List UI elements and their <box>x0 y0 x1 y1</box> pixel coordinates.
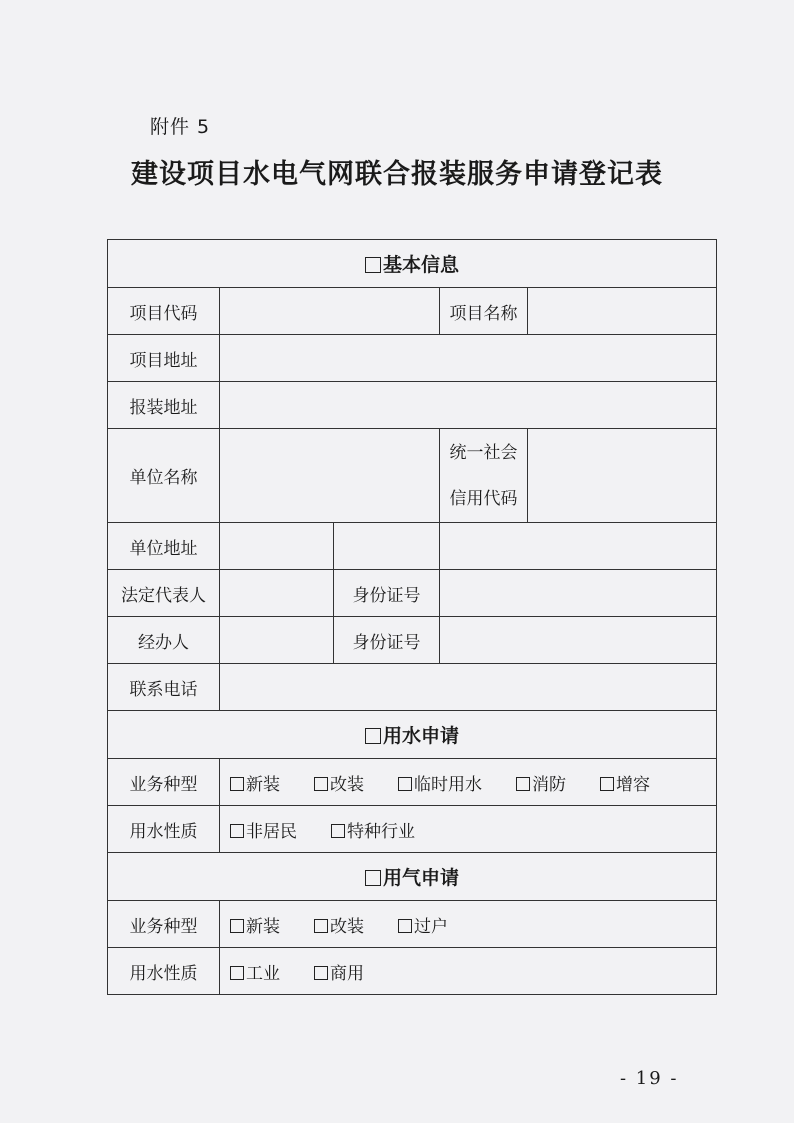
field-project-address[interactable] <box>220 335 717 382</box>
checkbox-icon[interactable] <box>516 777 530 791</box>
label-water-business-type: 业务种型 <box>108 759 220 806</box>
label-credit-code: 统一社会 信用代码 <box>440 429 528 523</box>
checkbox-icon[interactable] <box>314 777 328 791</box>
page-number: - 19 - <box>620 1068 679 1089</box>
checkbox-icon[interactable] <box>230 824 244 838</box>
field-project-name[interactable] <box>528 288 717 335</box>
checkbox-icon[interactable] <box>331 824 345 838</box>
option-industrial[interactable]: 工业 <box>230 959 280 984</box>
checkbox-icon[interactable] <box>230 919 244 933</box>
option-gas-new[interactable]: 新装 <box>230 912 280 937</box>
field-unit-address-c[interactable] <box>440 523 717 570</box>
checkbox-icon[interactable] <box>314 919 328 933</box>
option-special-industry[interactable]: 特种行业 <box>331 817 415 842</box>
label-gas-business-type: 业务种型 <box>108 901 220 948</box>
registration-form <box>107 239 717 995</box>
field-handler-id[interactable] <box>440 617 717 664</box>
field-unit-name[interactable] <box>220 429 440 523</box>
section-gas: 用气申请 <box>108 853 717 901</box>
field-legal-rep[interactable] <box>220 570 334 617</box>
water-nature-options <box>220 806 717 853</box>
label-legal-rep: 法定代表人 <box>108 570 220 617</box>
label-unit-address: 单位地址 <box>108 523 220 570</box>
option-non-resident[interactable]: 非居民 <box>230 817 297 842</box>
checkbox-icon[interactable] <box>600 777 614 791</box>
gas-nature-options <box>220 948 717 995</box>
checkbox-icon[interactable] <box>398 919 412 933</box>
checkbox-icon[interactable] <box>365 728 381 744</box>
water-business-type-options <box>220 759 717 806</box>
field-phone[interactable] <box>220 664 717 711</box>
field-handler[interactable] <box>220 617 334 664</box>
field-project-code[interactable] <box>220 288 440 335</box>
option-gas-modify[interactable]: 改装 <box>314 912 364 937</box>
checkbox-icon[interactable] <box>230 777 244 791</box>
option-water-fire[interactable]: 消防 <box>516 770 566 795</box>
field-credit-code[interactable] <box>528 429 717 523</box>
checkbox-icon[interactable] <box>314 966 328 980</box>
form-title: 建设项目水电气网联合报装服务申请登记表 <box>131 159 663 190</box>
field-unit-address-b[interactable] <box>334 523 440 570</box>
checkbox-icon[interactable] <box>398 777 412 791</box>
section-water: 用水申请 <box>108 711 717 759</box>
label-project-address: 项目地址 <box>108 335 220 382</box>
label-handler: 经办人 <box>108 617 220 664</box>
label-install-address: 报装地址 <box>108 382 220 429</box>
label-unit-name: 单位名称 <box>108 429 220 523</box>
field-legal-rep-id[interactable] <box>440 570 717 617</box>
label-phone: 联系电话 <box>108 664 220 711</box>
option-water-new[interactable]: 新装 <box>230 770 280 795</box>
checkbox-icon[interactable] <box>230 966 244 980</box>
checkbox-icon[interactable] <box>365 257 381 273</box>
section-basic-info: 基本信息 <box>108 240 717 288</box>
option-water-increase[interactable]: 增容 <box>600 770 650 795</box>
label-gas-nature: 用水性质 <box>108 948 220 995</box>
field-unit-address-a[interactable] <box>220 523 334 570</box>
field-install-address[interactable] <box>220 382 717 429</box>
gas-business-type-options <box>220 901 717 948</box>
label-project-code: 项目代码 <box>108 288 220 335</box>
label-handler-id: 身份证号 <box>334 617 440 664</box>
attachment-label: 附件 5 <box>150 116 211 138</box>
label-project-name: 项目名称 <box>440 288 528 335</box>
checkbox-icon[interactable] <box>365 870 381 886</box>
label-water-nature: 用水性质 <box>108 806 220 853</box>
option-gas-transfer[interactable]: 过户 <box>398 912 448 937</box>
label-legal-rep-id: 身份证号 <box>334 570 440 617</box>
option-water-modify[interactable]: 改装 <box>314 770 364 795</box>
option-water-temporary[interactable]: 临时用水 <box>398 770 482 795</box>
option-commercial[interactable]: 商用 <box>314 959 364 984</box>
